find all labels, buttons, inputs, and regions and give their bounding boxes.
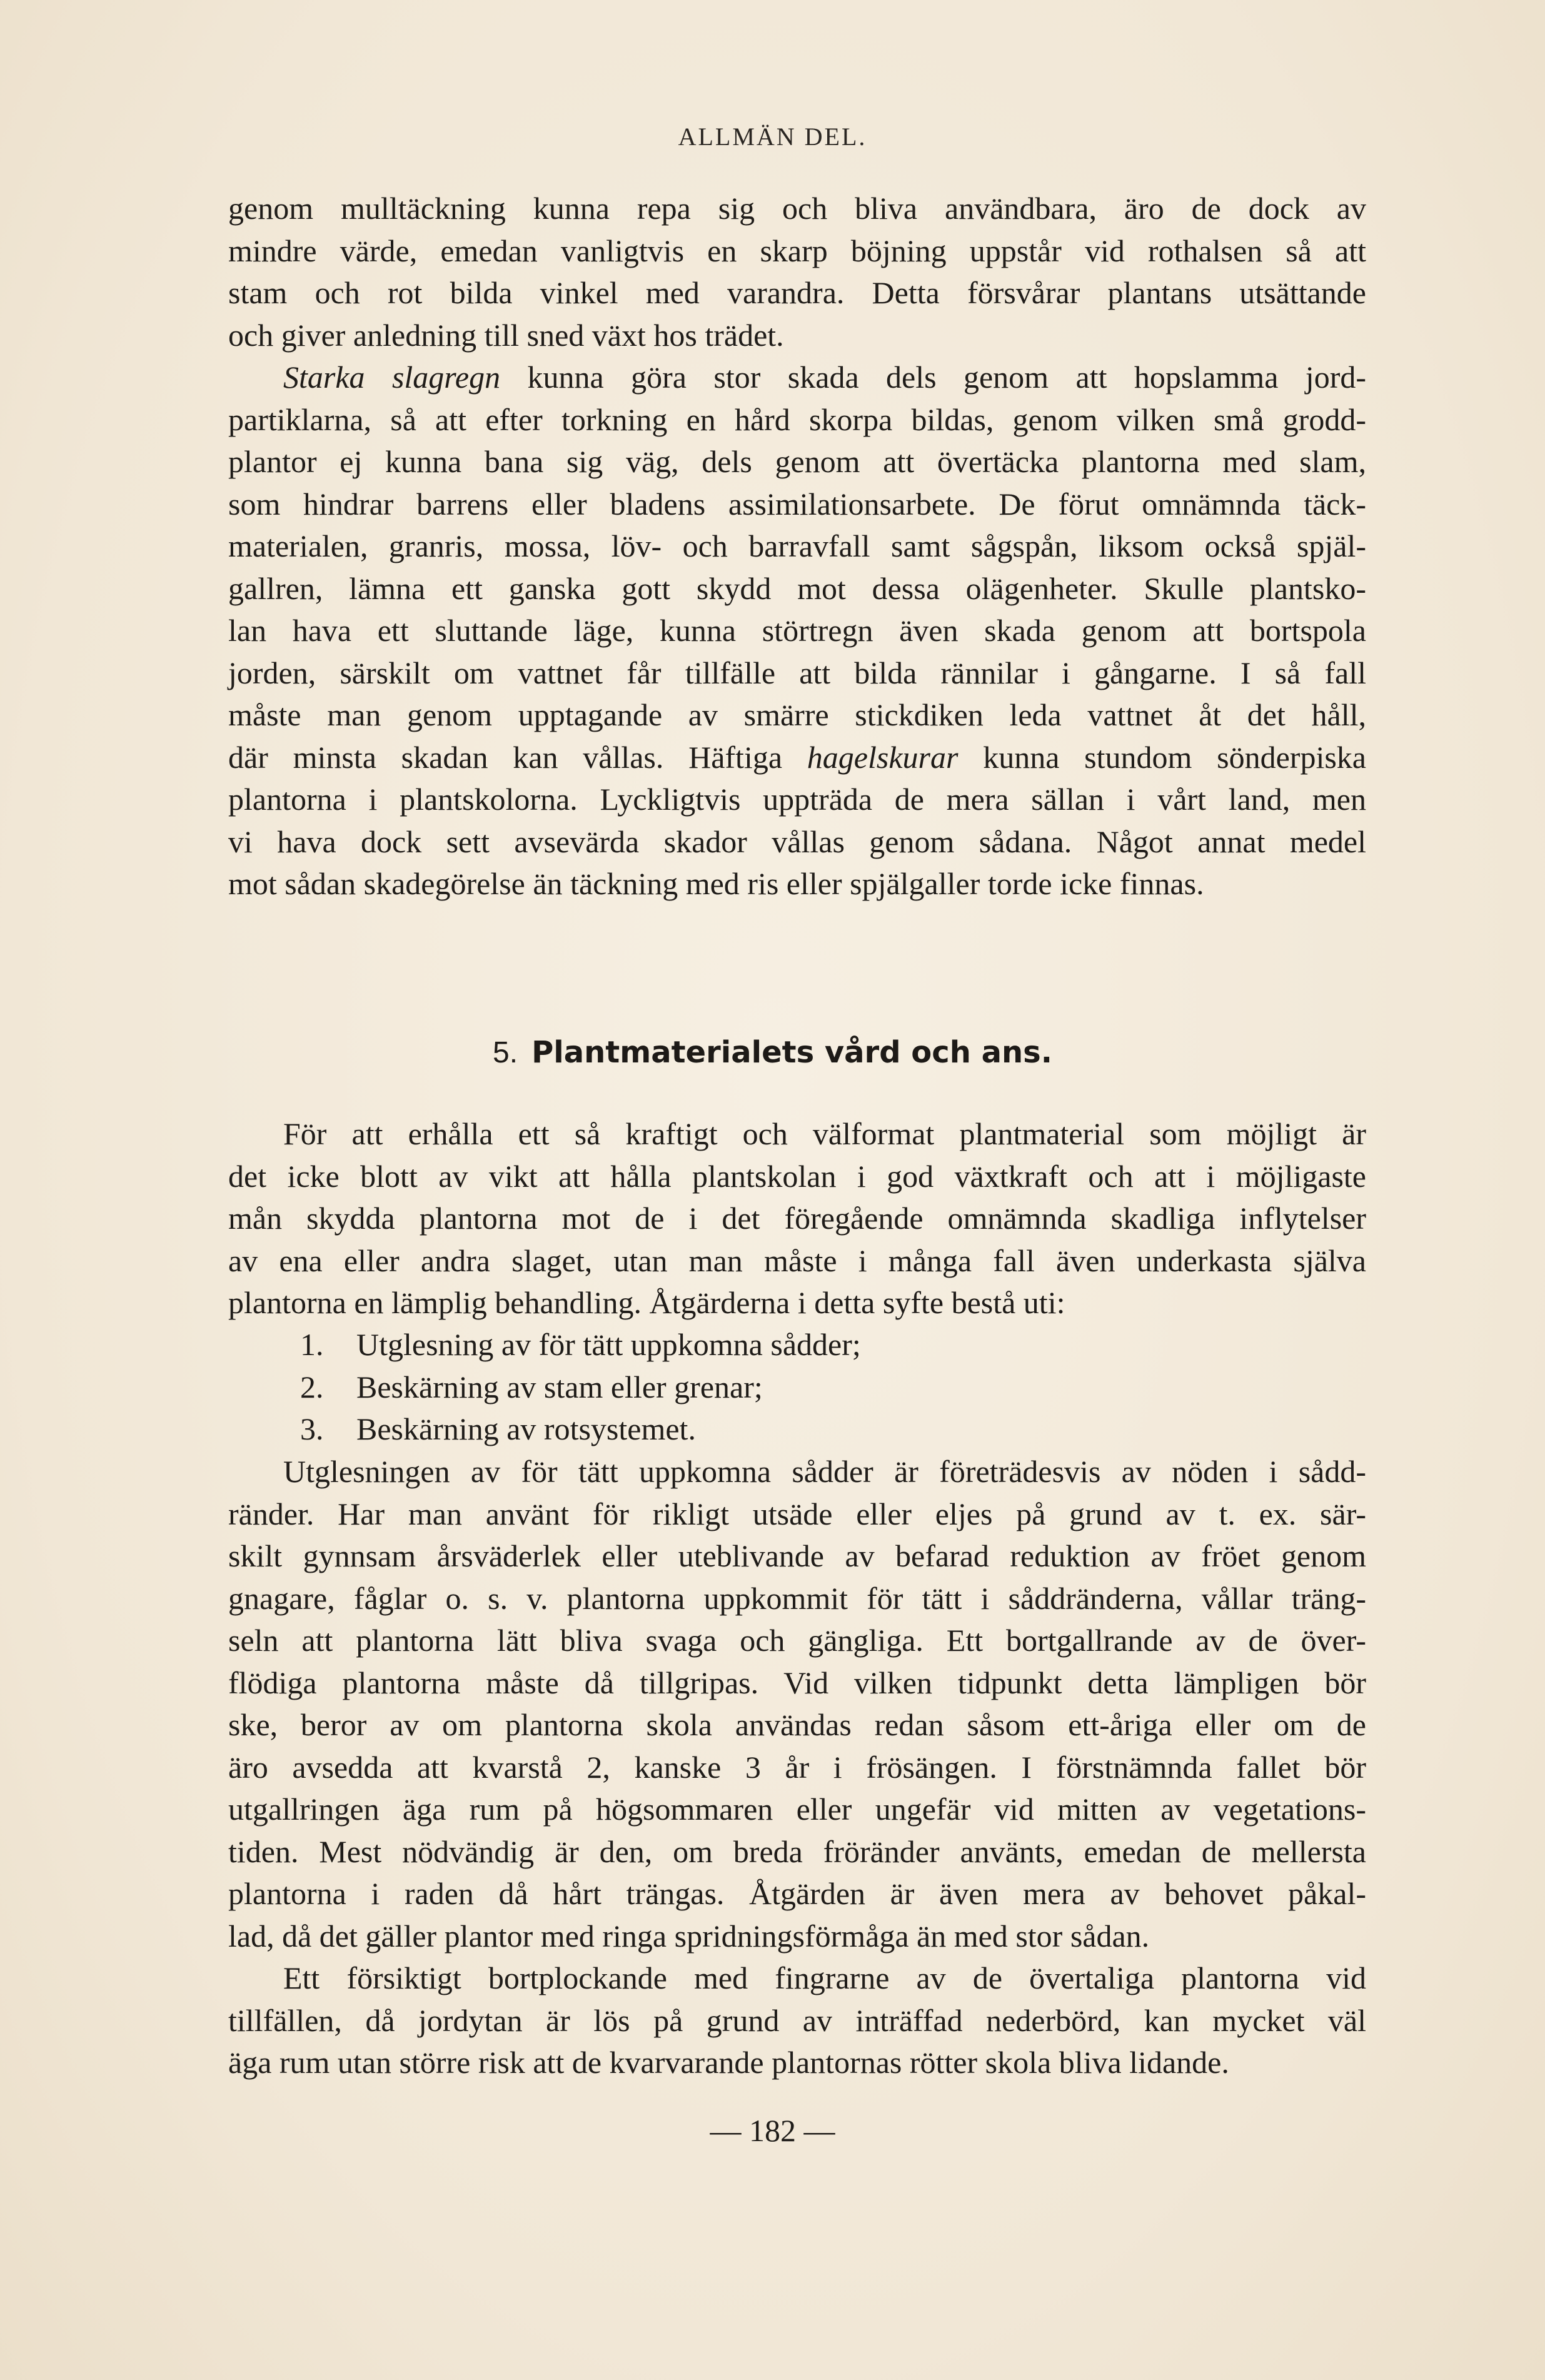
text-line: vi hava dock sett avsevärda skador vållas genom sådana. Något annat medel (228, 824, 1366, 859)
text-line: ränder. Har man använt för rikligt utsäde eller eljes på grund av t. ex. sär- (228, 1496, 1366, 1531)
paragraph-3 (228, 1113, 1366, 1324)
text-span: där minsta skadan kan vållas. Häftiga (228, 739, 807, 775)
text-line: materialen, granris, mossa, löv- och barravfall samt sågspån, liksom också spjäl- (228, 528, 1366, 563)
text-line: stam och rot bilda vinkel med varandra. Detta försvårar plantans utsättande (228, 275, 1366, 310)
text-line: det icke blott av vikt att hålla plantskolan i god växtkraft och att i möjligaste (228, 1158, 1366, 1194)
list-item (228, 1324, 1366, 1366)
text-line: Ett försiktigt bortplockande med fingrarne av de övertaliga plantorna vid (283, 1960, 1366, 1995)
numbered-list (228, 1324, 1366, 1451)
text-line: måste man genom upptagande av smärre stickdiken leda vattnet åt det håll, (228, 697, 1366, 732)
text-line: partiklarna, så att efter torkning en hård skorpa bildas, genom vilken små grodd- (228, 401, 1366, 437)
list-text: Utglesning av för tätt uppkomna sådder; (356, 1327, 861, 1362)
text-line: som hindrar barrens eller bladens assimilationsarbete. De förut omnämnda täck- (228, 486, 1366, 522)
text-line (228, 737, 1366, 779)
paragraph-1 (228, 188, 1366, 356)
text-line: mån skydda plantorna mot de i det föregående omnämnda skadliga inflytelser (228, 1201, 1366, 1236)
text-line: mot sådan skadegörelse än täckning med ris eller spjälgaller torde icke finnas. (228, 866, 1204, 901)
text-line: skilt gynnsam årsväderlek eller uteblivande av befarad reduktion av fröet genom (228, 1538, 1366, 1573)
text-line: mindre värde, emedan vanligtvis en skarp böjning uppstår vid rothalsen så att (228, 233, 1366, 268)
italic-term: hagelskurar (807, 739, 959, 775)
list-number: 3. (300, 1411, 324, 1446)
list-number: 2. (300, 1369, 324, 1404)
text-line: och giver anledning till sned växt hos trädet. (228, 317, 784, 353)
text-line: seln att plantorna lätt bliva svaga och gängliga. Ett bortgallrande av de över- (228, 1623, 1366, 1658)
list-item (228, 1366, 1366, 1409)
text-line: tiden. Mest nödvändig är den, om breda fröränder använts, emedan de mellersta (228, 1833, 1366, 1869)
text-line: lad, då det gäller plantor med ringa spridningsförmåga än med stor sådan. (228, 1918, 1150, 1954)
text-line: jorden, särskilt om vattnet får tillfälle att bilda rännilar i gångarne. I så fall (228, 655, 1366, 690)
text-line: Utglesningen av för tätt uppkomna sådder är företrädesvis av nöden i sådd- (283, 1454, 1366, 1489)
text-line: plantorna en lämplig behandling. Åtgärderna i detta syfte bestå uti: (228, 1285, 1065, 1320)
text-line: gnagare, fåglar o. s. v. plantorna uppkommit för tätt i såddränderna, vållar träng- (228, 1580, 1366, 1616)
text-line: lan hava ett sluttande läge, kunna störtregn även skada genom att bortspola (228, 613, 1366, 648)
text-line: äro avsedda att kvarstå 2, kanske 3 år i frösängen. I förstnämnda fallet bör (228, 1749, 1366, 1785)
text-line: utgallringen äga rum på högsommaren eller ungefär vid mitten av vegetations- (228, 1792, 1366, 1827)
text-line (228, 356, 1366, 399)
list-number: 1. (300, 1327, 324, 1362)
list-text: Beskärning av stam eller grenar; (356, 1369, 763, 1404)
section-heading (0, 1035, 1545, 1070)
text-line: plantorna i raden då hårt trängas. Åtgärden är även mera av behovet påkal- (228, 1876, 1366, 1911)
section-number: 5. (493, 1036, 518, 1069)
text-line: För att erhålla ett så kraftigt och välformat plantmaterial som möjligt är (283, 1116, 1366, 1151)
paragraph-4 (228, 1451, 1366, 1957)
text-line: flödiga plantorna måste då tillgripas. Vid vilken tidpunkt detta lämpligen bör (228, 1665, 1366, 1700)
text-span: kunna stundom sönderpiska (958, 739, 1366, 775)
italic-term: Starka slagregn (283, 360, 501, 395)
running-head: ALLMÄN DEL. (678, 123, 867, 151)
paragraph-5 (228, 1957, 1366, 2084)
text-line: av ena eller andra slaget, utan man måste i många fall även underkasta själva (228, 1243, 1366, 1278)
page-number: — 182 — (710, 2113, 835, 2148)
list-text: Beskärning av rotsystemet. (356, 1411, 696, 1446)
text-line: plantor ej kunna bana sig väg, dels genom att övertäcka plantorna med slam, (228, 444, 1366, 479)
text-line: plantorna i plantskolorna. Lyckligtvis uppträda de mera sällan i vårt land, men (228, 782, 1366, 817)
text-line: genom mulltäckning kunna repa sig och bliva användbara, äro de dock av (228, 191, 1366, 226)
list-item (228, 1408, 1366, 1451)
text-line: tillfällen, då jordytan är lös på grund av inträffad nederbörd, kan mycket väl (228, 2002, 1366, 2038)
text-span: kunna göra stor skada dels genom att hopslamma jord- (500, 360, 1366, 395)
text-line: ske, beror av om plantorna skola användas redan såsom ett-åriga eller om de (228, 1707, 1366, 1742)
text-line: äga rum utan större risk att de kvarvarande plantornas rötter skola bliva lidande. (228, 2045, 1229, 2080)
section-title: Plantmaterialets vård och ans. (531, 1035, 1052, 1070)
paragraph-2 (228, 356, 1366, 905)
text-line: gallren, lämna ett ganska gott skydd mot dessa olägenheter. Skulle plantsko- (228, 570, 1366, 606)
